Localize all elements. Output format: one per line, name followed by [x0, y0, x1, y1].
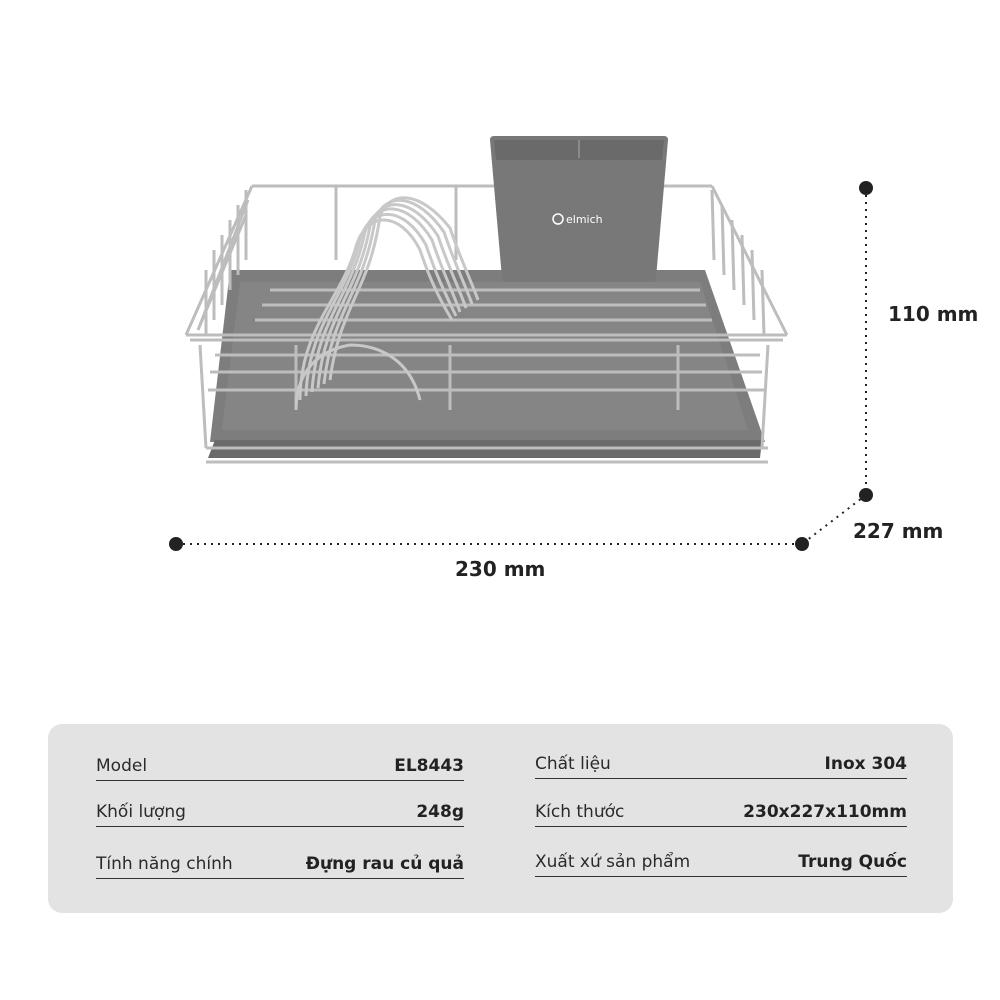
brand-logo-text: elmich	[566, 213, 603, 226]
spec-row-feature	[96, 844, 464, 879]
depth-dimension-label: 227 mm	[853, 519, 944, 543]
spec-row-model	[96, 746, 464, 781]
spec-value: Inox 304	[824, 754, 907, 774]
spec-value: EL8443	[394, 756, 464, 776]
spec-label: Tính năng chính	[96, 854, 233, 874]
spec-label: Chất liệu	[535, 754, 611, 774]
dimension-dot-front-left	[169, 537, 183, 551]
dimension-dot-front-right	[795, 537, 809, 551]
spec-row-material	[535, 744, 907, 779]
spec-label: Xuất xứ sản phẩm	[535, 852, 691, 872]
dish-rack	[186, 136, 787, 462]
spec-label: Kích thước	[535, 802, 625, 822]
width-dimension-label: 230 mm	[455, 557, 546, 581]
spec-value: 230x227x110mm	[743, 802, 907, 822]
spec-label: Khối lượng	[96, 802, 186, 822]
spec-panel	[48, 724, 953, 913]
dimension-dot-corner	[859, 488, 873, 502]
spec-value: Đựng rau củ quả	[305, 854, 464, 874]
spec-value: Trung Quốc	[798, 852, 907, 872]
height-dimension-label: 110 mm	[888, 302, 979, 326]
spec-label: Model	[96, 756, 148, 776]
spec-value: 248g	[416, 802, 464, 822]
spec-row-weight	[96, 792, 464, 827]
spec-row-size	[535, 792, 907, 827]
utensil-holder	[490, 136, 668, 282]
dimension-dot-top	[859, 181, 873, 195]
spec-row-origin	[535, 842, 907, 877]
